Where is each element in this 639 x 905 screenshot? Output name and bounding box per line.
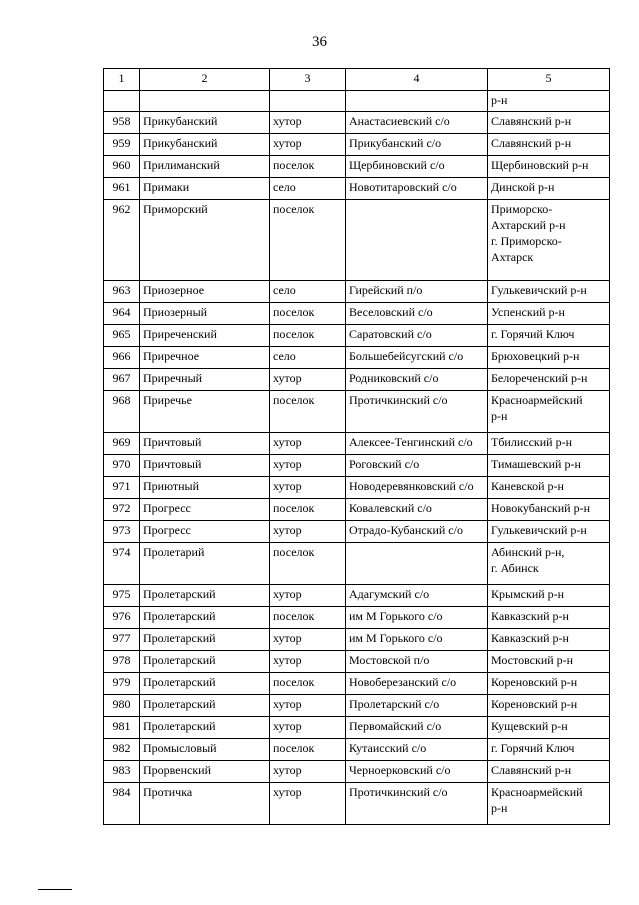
table-header-row <box>104 69 610 91</box>
table-row <box>104 739 610 761</box>
page-number: 36 <box>312 34 327 50</box>
settlement-type-cell: хутор <box>270 477 346 499</box>
council-cell: Алексее-Тенгинский с/о <box>346 433 488 455</box>
row-number-cell: 980 <box>104 695 140 717</box>
settlement-type-cell: поселок <box>270 156 346 178</box>
row-number-cell: 983 <box>104 761 140 783</box>
settlement-type-cell: поселок <box>270 200 346 281</box>
district-cell <box>488 695 610 717</box>
column-header: 5 <box>488 69 610 91</box>
row-number-cell: 977 <box>104 629 140 651</box>
column-header: 2 <box>140 69 270 91</box>
settlement-type-cell: хутор <box>270 112 346 134</box>
district-line: Кавказский р-н <box>491 609 569 623</box>
settlement-name-cell: Прикубанский <box>140 112 270 134</box>
district-cell <box>488 347 610 369</box>
row-number-cell: 962 <box>104 200 140 281</box>
council-cell: Отрадо-Кубанский с/о <box>346 521 488 543</box>
settlement-name-cell: Причтовый <box>140 455 270 477</box>
district-line: Славянский р-н <box>491 136 572 150</box>
settlement-name-cell: Примаки <box>140 178 270 200</box>
settlement-name-cell: Пролетарский <box>140 629 270 651</box>
district-cell <box>488 761 610 783</box>
continuation-row <box>104 91 610 112</box>
settlement-name-cell: Пролетарский <box>140 651 270 673</box>
column-header: 3 <box>270 69 346 91</box>
district-line: Белореченский р-н <box>491 371 588 385</box>
district-cell <box>488 717 610 739</box>
table-row <box>104 783 610 825</box>
row-number-cell: 961 <box>104 178 140 200</box>
district-line: Крымский р-н <box>491 587 565 601</box>
settlement-type-cell: хутор <box>270 717 346 739</box>
district-line: Кореновский р-н <box>491 675 578 689</box>
settlement-name-cell: Пролетарский <box>140 585 270 607</box>
district-cell <box>488 783 610 825</box>
settlement-type-cell: село <box>270 178 346 200</box>
row-number-cell: 969 <box>104 433 140 455</box>
council-cell: Пролетарский с/о <box>346 695 488 717</box>
row-number-cell: 971 <box>104 477 140 499</box>
council-cell: Родниковский с/о <box>346 369 488 391</box>
district-cell <box>488 178 610 200</box>
council-cell: Большебейсугский с/о <box>346 347 488 369</box>
settlement-type-cell: село <box>270 347 346 369</box>
settlement-type-cell: село <box>270 281 346 303</box>
settlement-name-cell: Пролетарский <box>140 717 270 739</box>
settlement-type-cell: поселок <box>270 673 346 695</box>
settlement-name-cell: Приречье <box>140 391 270 433</box>
district-cell <box>488 369 610 391</box>
council-cell: Новодеревянковский с/о <box>346 477 488 499</box>
row-number-cell: 964 <box>104 303 140 325</box>
settlement-type-cell: поселок <box>270 739 346 761</box>
district-line: Новокубанский р-н <box>491 501 591 515</box>
table-row <box>104 477 610 499</box>
column-header: 4 <box>346 69 488 91</box>
settlement-type-cell: хутор <box>270 585 346 607</box>
council-cell: Первомайский с/о <box>346 717 488 739</box>
row-number-cell: 959 <box>104 134 140 156</box>
district-cell <box>488 325 610 347</box>
council-cell: им М Горького с/о <box>346 629 488 651</box>
district-cell <box>488 112 610 134</box>
district-cell <box>488 477 610 499</box>
settlement-type-cell: хутор <box>270 651 346 673</box>
row-number-cell: 970 <box>104 455 140 477</box>
district-line: Мостовский р-н <box>491 653 574 667</box>
district-line: Гулькевичский р-н <box>491 283 587 297</box>
table-row <box>104 303 610 325</box>
row-number-cell: 982 <box>104 739 140 761</box>
district-line: Абинский р-н, <box>491 545 565 559</box>
settlement-name-cell: Приозерный <box>140 303 270 325</box>
council-cell: Мостовской п/о <box>346 651 488 673</box>
council-cell: Протичкинский с/о <box>346 783 488 825</box>
row-number-cell: 965 <box>104 325 140 347</box>
district-line: Тимашевский р-н <box>491 457 581 471</box>
settlement-name-cell: Прилиманский <box>140 156 270 178</box>
row-number-cell: 963 <box>104 281 140 303</box>
settlement-name-cell: Прикубанский <box>140 134 270 156</box>
table-row <box>104 347 610 369</box>
table-row <box>104 673 610 695</box>
district-cell <box>488 543 610 585</box>
row-number-cell: 976 <box>104 607 140 629</box>
settlement-type-cell: поселок <box>270 325 346 347</box>
settlement-name-cell: Пролетарский <box>140 695 270 717</box>
settlement-name-cell: Пролетарский <box>140 673 270 695</box>
council-cell: им М Горького с/о <box>346 607 488 629</box>
settlement-type-cell: поселок <box>270 499 346 521</box>
council-cell: Новоберезанский с/о <box>346 673 488 695</box>
table-row <box>104 521 610 543</box>
district-line: Кущевский р-н <box>491 719 568 733</box>
district-line: Щербиновский р-н <box>491 158 589 172</box>
settlement-type-cell: хутор <box>270 783 346 825</box>
district-line: Успенский р-н <box>491 305 565 319</box>
district-line: г. Абинск <box>491 561 539 575</box>
council-cell: Саратовский с/о <box>346 325 488 347</box>
table-row <box>104 325 610 347</box>
settlement-name-cell: Причтовый <box>140 433 270 455</box>
district-line: Гулькевичский р-н <box>491 523 587 537</box>
district-line: Динской р-н <box>491 180 555 194</box>
settlement-name-cell: Промысловый <box>140 739 270 761</box>
table-row <box>104 178 610 200</box>
district-line: Ахтарский р-н <box>491 218 566 232</box>
table-row <box>104 112 610 134</box>
settlement-name-cell: Приреченский <box>140 325 270 347</box>
settlement-type-cell: поселок <box>270 303 346 325</box>
settlement-type-cell: поселок <box>270 391 346 433</box>
table-row <box>104 695 610 717</box>
district-line: Тбилисский р-н <box>491 435 573 449</box>
settlement-type-cell: хутор <box>270 629 346 651</box>
table-row <box>104 200 610 281</box>
district-cell <box>488 455 610 477</box>
council-cell: Черноерковский с/о <box>346 761 488 783</box>
settlement-type-cell: хутор <box>270 521 346 543</box>
district-line: Красноармейский <box>491 393 583 407</box>
settlement-name-cell: Пролетарий <box>140 543 270 585</box>
district-line: Кореновский р-н <box>491 697 578 711</box>
council-cell: Анастасиевский с/о <box>346 112 488 134</box>
district-line: Славянский р-н <box>491 763 572 777</box>
table-row <box>104 433 610 455</box>
district-cell <box>488 607 610 629</box>
row-number-cell: 958 <box>104 112 140 134</box>
settlement-type-cell: хутор <box>270 433 346 455</box>
district-line: г. Приморско- <box>491 234 562 248</box>
district-line: г. Горячий Ключ <box>491 327 575 341</box>
row-number-cell: 968 <box>104 391 140 433</box>
district-line: Приморско- <box>491 202 553 216</box>
council-cell: Веселовский с/о <box>346 303 488 325</box>
district-cell <box>488 585 610 607</box>
table-row <box>104 717 610 739</box>
settlement-type-cell: поселок <box>270 543 346 585</box>
settlement-name-cell: Приречное <box>140 347 270 369</box>
table-row <box>104 651 610 673</box>
footnote-rule <box>38 889 72 890</box>
district-line: р-н <box>491 801 508 815</box>
council-cell: Кутаисский с/о <box>346 739 488 761</box>
district-cell <box>488 629 610 651</box>
settlement-name-cell: Приречный <box>140 369 270 391</box>
row-number-cell: 978 <box>104 651 140 673</box>
council-cell: Прикубанский с/о <box>346 134 488 156</box>
settlement-name-cell: Приморский <box>140 200 270 281</box>
row-number-cell: 975 <box>104 585 140 607</box>
council-cell <box>346 200 488 281</box>
table-row <box>104 281 610 303</box>
table-row <box>104 629 610 651</box>
district-cell <box>488 303 610 325</box>
settlement-name-cell: Приозерное <box>140 281 270 303</box>
table-row <box>104 156 610 178</box>
table-row <box>104 134 610 156</box>
settlement-name-cell: Прогресс <box>140 499 270 521</box>
row-number-cell: 974 <box>104 543 140 585</box>
row-number-cell: 960 <box>104 156 140 178</box>
settlement-type-cell: хутор <box>270 369 346 391</box>
council-cell: Новотитаровский с/о <box>346 178 488 200</box>
district-cell <box>488 433 610 455</box>
table-row <box>104 585 610 607</box>
row-number-cell: 966 <box>104 347 140 369</box>
settlement-name-cell: Прорвенский <box>140 761 270 783</box>
table-row <box>104 391 610 433</box>
table-row <box>104 607 610 629</box>
district-line: Ахтарск <box>491 250 534 264</box>
settlement-name-cell: Протичка <box>140 783 270 825</box>
column-header: 1 <box>104 69 140 91</box>
settlement-type-cell: хутор <box>270 695 346 717</box>
table-row <box>104 761 610 783</box>
table-row <box>104 499 610 521</box>
table-row <box>104 369 610 391</box>
district-line: Славянский р-н <box>491 114 572 128</box>
council-cell: Адагумский с/о <box>346 585 488 607</box>
row-number-cell: 981 <box>104 717 140 739</box>
settlement-name-cell: Приютный <box>140 477 270 499</box>
district-cell <box>488 156 610 178</box>
table-row <box>104 455 610 477</box>
row-number-cell: 967 <box>104 369 140 391</box>
district-cell <box>488 673 610 695</box>
district-cell <box>488 651 610 673</box>
council-cell: Протичкинский с/о <box>346 391 488 433</box>
council-cell: Ковалевский с/о <box>346 499 488 521</box>
settlement-type-cell: хутор <box>270 761 346 783</box>
settlement-name-cell: Прогресс <box>140 521 270 543</box>
district-cell <box>488 499 610 521</box>
settlements-table <box>103 68 610 825</box>
district-cell <box>488 134 610 156</box>
district-line: г. Горячий Ключ <box>491 741 575 755</box>
district-line: Каневской р-н <box>491 479 564 493</box>
settlement-type-cell: хутор <box>270 134 346 156</box>
council-cell <box>346 543 488 585</box>
district-cell <box>488 739 610 761</box>
settlement-type-cell: поселок <box>270 607 346 629</box>
district-line: р-н <box>491 409 508 423</box>
council-cell: Гирейский п/о <box>346 281 488 303</box>
council-cell: Роговский с/о <box>346 455 488 477</box>
settlement-type-cell: хутор <box>270 455 346 477</box>
row-number-cell: 984 <box>104 783 140 825</box>
district-cell <box>488 521 610 543</box>
council-cell: Щербиновский с/о <box>346 156 488 178</box>
district-line: Кавказский р-н <box>491 631 569 645</box>
district-cell: р-н <box>488 91 610 112</box>
settlement-name-cell: Пролетарский <box>140 607 270 629</box>
district-cell <box>488 281 610 303</box>
table-row <box>104 543 610 585</box>
district-line: Брюховецкий р-н <box>491 349 580 363</box>
row-number-cell: 972 <box>104 499 140 521</box>
row-number-cell: 973 <box>104 521 140 543</box>
district-line: Красноармейский <box>491 785 583 799</box>
district-cell <box>488 391 610 433</box>
district-cell <box>488 200 610 281</box>
row-number-cell: 979 <box>104 673 140 695</box>
